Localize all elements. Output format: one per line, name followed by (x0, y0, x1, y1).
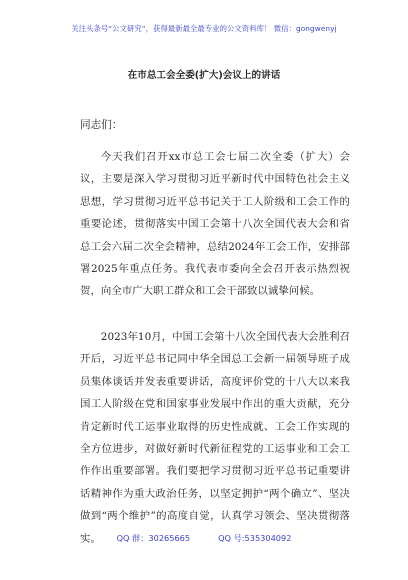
paragraph-1: 今天我们召开xx市总工会七届二次全委（扩大）会议，主要是深入学习贯彻习近平新时代中国特色社会主义思想，学习贯彻习近平总书记关于工人阶级和工会工作的重要论述，贯彻落实中国工会第十八次全国代表大会和省总工会六届二次全会精神，总结2024年工会工作，安排部署2025年重点任务。我代表市委向全会召开表示热烈祝贺，向全市广大职工群众和工会干部致以诚挚问候。 (80, 151, 350, 298)
header-banner: 关注头条号“公文研究”，获得最新最全最专业的公文资料库！ 微信：gongwenyj (71, 24, 337, 33)
salutation: 同志们： (80, 119, 123, 131)
document-title: 在市总工会全委(扩大)会议上的讲话 (127, 70, 281, 81)
footer-contact (0, 533, 408, 544)
qq-group-number: QQ 群：30265665 (116, 533, 191, 543)
paragraph-2: 2023年10月，中国工会第十八次全国代表大会胜利召开后，习近平总书记同中华全国总工会新一届领导班子成员集体谈话并发表重要讲话，高度评价党的十八大以来我国工人阶级在党和国家事业发展中作出的重大贡献，充分肯定新时代工运事业取得的历史性成就、工会工作实现的全方位进步，对做好新时代新征程党的工运事业和工会工作作出重要部署。我们要把学习贯彻习近平总书记重要讲话精神作为重大政治任务，以坚定拥护“两个确立”、坚决做到“两个维护”的高度自觉，认真学习领会、坚决贯彻落实。 (80, 331, 350, 545)
qq-account-number: QQ 号:535304092 (218, 533, 292, 543)
